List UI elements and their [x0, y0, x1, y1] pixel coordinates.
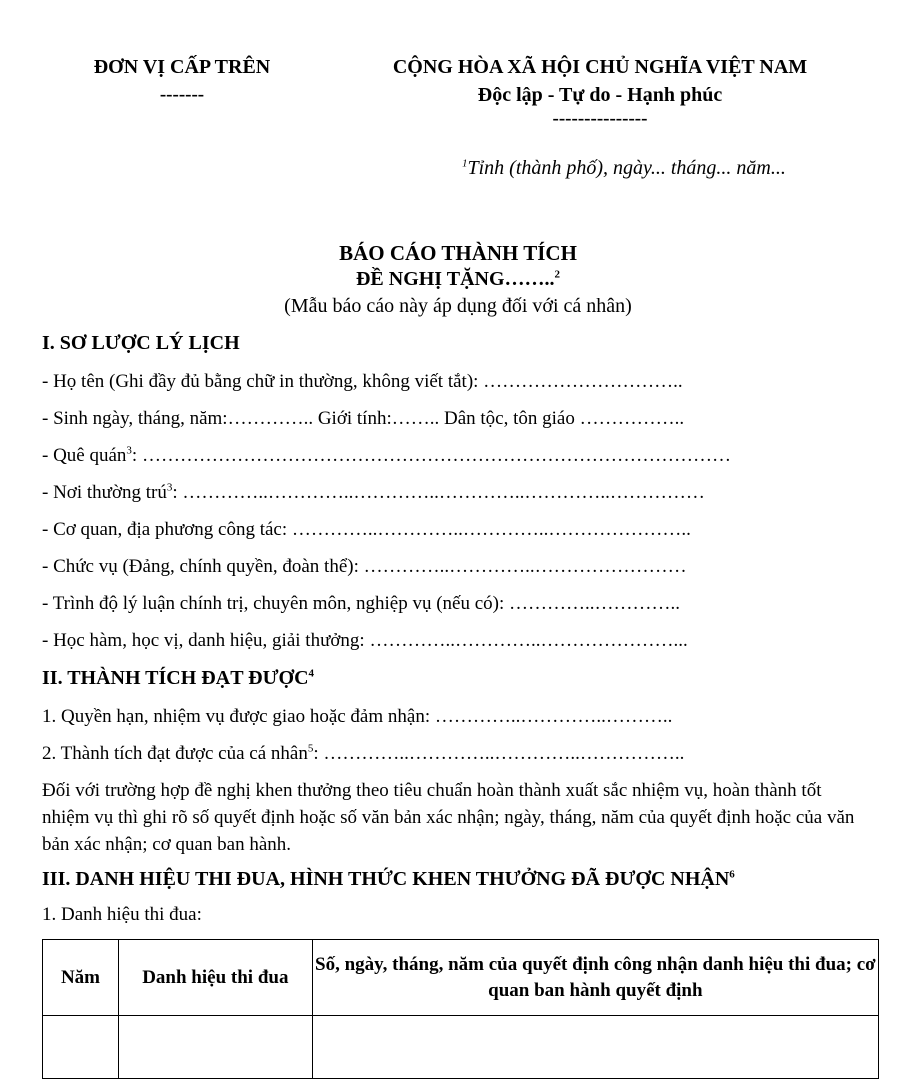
report-title: BÁO CÁO THÀNH TÍCH — [339, 241, 577, 265]
footnote-ref: 3 — [126, 444, 132, 457]
table-cell[interactable] — [43, 1016, 119, 1079]
report-subject — [0, 268, 900, 291]
column-header-year: Năm — [43, 940, 119, 1016]
achievements-dots: : …………..…………..…………..…………….. — [313, 743, 685, 764]
table-row — [43, 1016, 879, 1079]
emulation-titles-table — [42, 939, 879, 1079]
table-header-row — [43, 940, 879, 1016]
birth-gender-ethnicity-field: - Sinh ngày, tháng, năm:………….. Giới tính:…….. Dân tộc, tôn giáo …………….. — [42, 408, 685, 429]
residence-field — [42, 482, 705, 504]
section-2-heading — [42, 667, 314, 690]
superior-unit-dashes: ------- — [159, 84, 205, 105]
emulation-titles-label: 1. Danh hiệu thi đua: — [42, 904, 202, 925]
hometown-field — [42, 445, 731, 467]
motto-dashes: --------------- — [552, 108, 648, 129]
section-3-heading-text: III. DANH HIỆU THI ĐUA, HÌNH THỨC KHEN THƯỞNG ĐÃ ĐƯỢC NHẬN — [42, 868, 730, 890]
hometown-label: - Quê quán — [42, 445, 127, 466]
date-line — [462, 157, 786, 180]
motto: Độc lập - Tự do - Hạnh phúc — [477, 84, 723, 106]
achievements-field — [42, 743, 684, 765]
column-header-title: Danh hiệu thi đua — [118, 940, 312, 1016]
date-text: Tỉnh (thành phố), ngày... tháng... năm... — [467, 157, 786, 179]
footnote-ref: 2 — [554, 268, 561, 281]
footnote-ref: 3 — [166, 481, 173, 494]
republic-title: CỘNG HÒA XÃ HỘI CHỦ NGHĨA VIỆT NAM — [392, 56, 808, 78]
education-field: - Trình độ lý luận chính trị, chuyên môn, nghiệp vụ (nếu có): …………..………….. — [42, 593, 681, 614]
duties-field: 1. Quyền hạn, nhiệm vụ được giao hoặc đảm nhận: …………..…………..……….. — [42, 706, 673, 727]
hometown-dots: : ………………………………………………………………………………… — [131, 445, 731, 466]
footnote-ref: 1 — [462, 157, 468, 170]
report-subject-text: ĐỀ NGHỊ TẶNG…….. — [355, 268, 555, 290]
column-header-decision: Số, ngày, tháng, năm của quyết định công nhận danh hiệu thi đua; cơ quan ban hành quyết định — [312, 940, 878, 1016]
footnote-ref: 5 — [307, 742, 314, 755]
section-1-heading: I. SƠ LƯỢC LÝ LỊCH — [42, 332, 240, 354]
footnote-ref: 6 — [729, 868, 735, 881]
workplace-field: - Cơ quan, địa phương công tác: …………..…………..…………..………………….. — [42, 519, 691, 540]
table-cell[interactable] — [118, 1016, 312, 1079]
table-cell[interactable] — [312, 1016, 878, 1079]
section-3-heading — [42, 868, 735, 891]
instruction-paragraph: Đối với trường hợp đề nghị khen thưởng theo tiêu chuẩn hoàn thành xuất sắc nhiệm vụ, hoàn thành tốt nhiệm vụ thì ghi rõ số quyết định hoặc số văn bản xác nhận; ngày, tháng, năm của quyết định hoặc của văn bản xác nhận; cơ quan ban hành. — [42, 780, 855, 855]
residence-label: - Nơi thường trú — [42, 482, 167, 503]
degree-field: - Học hàm, học vị, danh hiệu, giải thưởng: …………..…………..…………………... — [42, 630, 688, 651]
footnote-ref: 4 — [308, 667, 315, 680]
section-2-heading-text: II. THÀNH TÍCH ĐẠT ĐƯỢC — [42, 667, 309, 689]
position-field: - Chức vụ (Đảng, chính quyền, đoàn thể): …………..…………..…………………… — [42, 556, 687, 577]
residence-dots: : …………..…………..…………..…………..…………..…………… — [172, 482, 705, 503]
full-name-field: - Họ tên (Ghi đầy đủ bằng chữ in thường, không viết tắt): ………………………….. — [42, 371, 683, 392]
achievements-label: 2. Thành tích đạt được của cá nhân — [42, 743, 308, 764]
superior-unit-label: ĐƠN VỊ CẤP TRÊN — [93, 56, 271, 78]
report-subtitle: (Mẫu báo cáo này áp dụng đối với cá nhân) — [284, 295, 632, 317]
